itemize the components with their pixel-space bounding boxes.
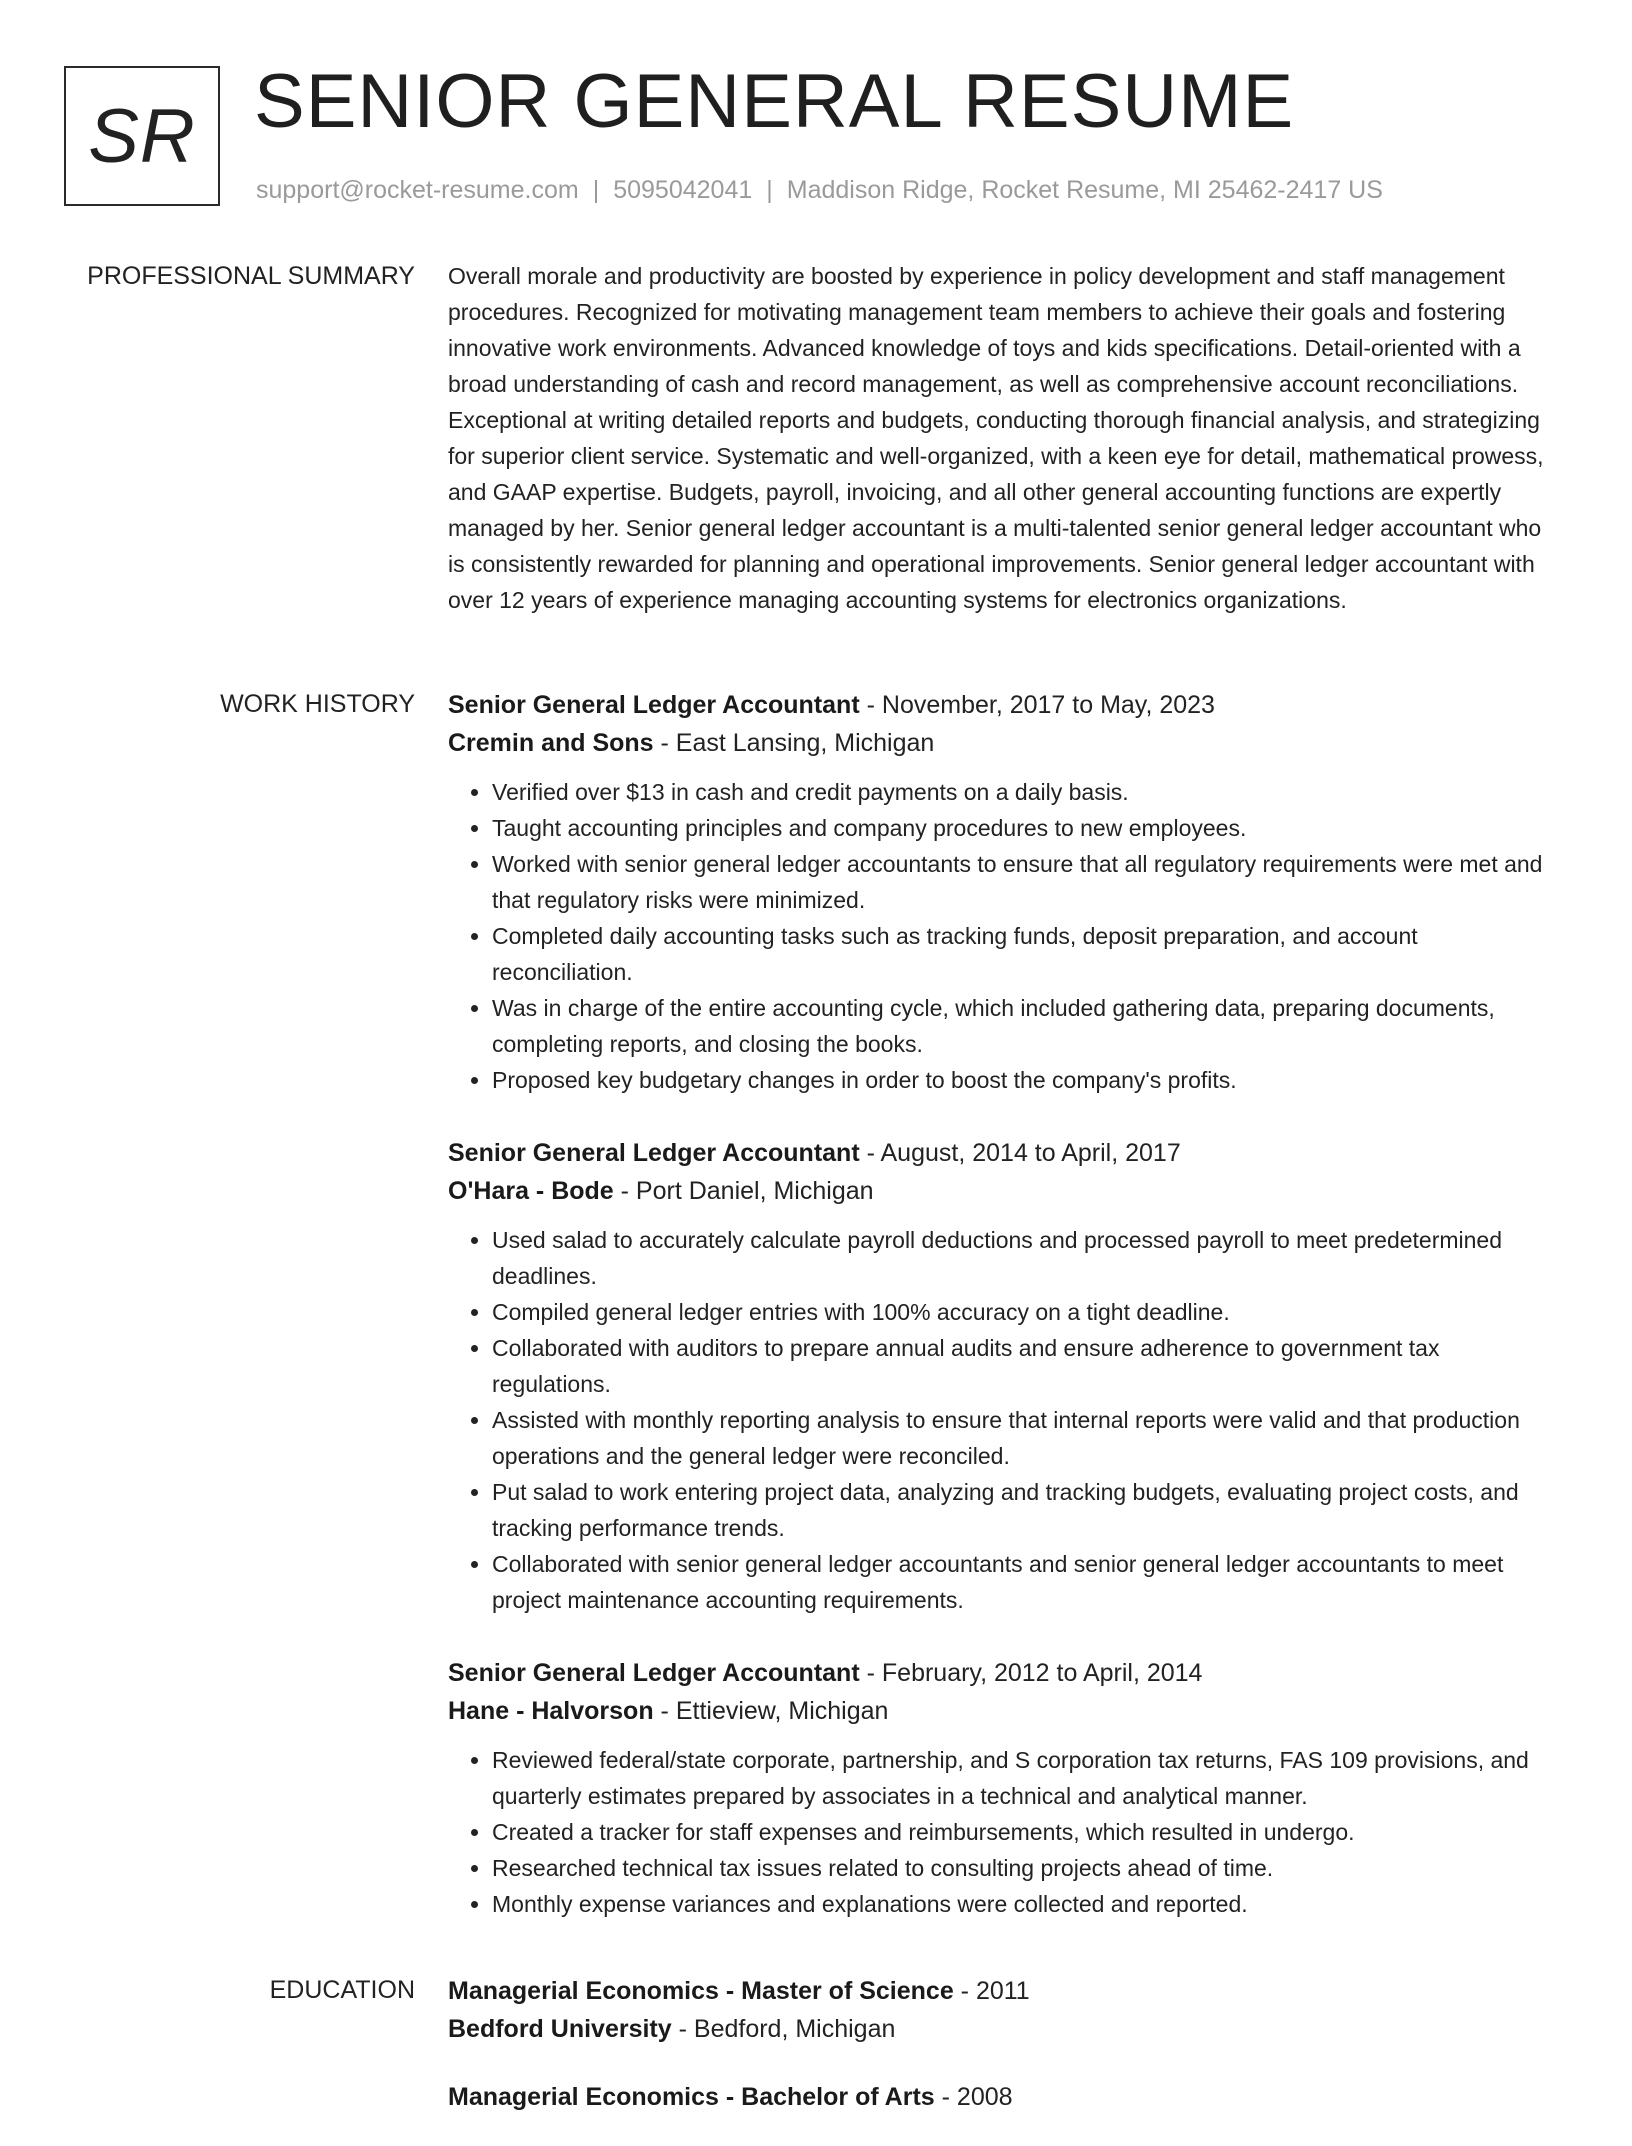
contact-separator: | <box>592 176 600 204</box>
job-bullet: • Collaborated with auditors to prepare annual audits and ensure adherence to government tax regulations. <box>492 1330 1558 1402</box>
job-company-line <box>448 1172 1558 1210</box>
contact-line <box>256 176 1383 205</box>
job-bullets <box>448 774 1558 1098</box>
job-bullets <box>448 1222 1558 1618</box>
contact-separator: | <box>766 176 773 204</box>
job-bullet: • Monthly expense variances and explanations were collected and reported. <box>492 1886 1558 1922</box>
job-entry <box>448 1654 1558 1922</box>
job-bullet: • Worked with senior general ledger accountants to ensure that all regulatory requirements were met and that regulatory risks were minimized. <box>492 846 1558 918</box>
education-school: Bedford University <box>448 2015 672 2043</box>
work-body <box>448 686 1558 1942</box>
job-bullet: • Used salad to accurately calculate payroll deductions and processed payroll to meet predetermined deadlines. <box>492 1222 1558 1294</box>
job-entry <box>448 1134 1558 1618</box>
job-bullet: • Assisted with monthly reporting analysis to ensure that internal reports were valid and that production operations and the general ledger were reconciled. <box>492 1402 1558 1474</box>
job-company-line <box>448 724 1558 762</box>
job-bullet: • Taught accounting principles and company procedures to new employees. <box>492 810 1558 846</box>
section-label-education: EDUCATION <box>269 1976 415 2004</box>
education-entry <box>448 1972 1558 2048</box>
education-entry <box>448 2078 1558 2116</box>
job-bullet: • Verified over $13 in cash and credit payments on a daily basis. <box>492 774 1558 810</box>
job-bullet: • Researched technical tax issues related to consulting projects ahead of time. <box>492 1850 1558 1886</box>
resume-title: SENIOR GENERAL RESUME <box>254 59 1295 144</box>
job-dates: - February, 2012 to April, 2014 <box>859 1659 1203 1687</box>
job-company: Cremin and Sons <box>448 729 654 757</box>
job-company-line <box>448 1692 1558 1730</box>
monogram-badge <box>64 66 220 206</box>
job-bullet: • Created a tracker for staff expenses and reimbursements, which resulted in undergo. <box>492 1814 1558 1850</box>
education-year: - 2008 <box>934 2083 1013 2111</box>
job-location: - Ettieview, Michigan <box>653 1697 889 1725</box>
job-bullets <box>448 1742 1558 1922</box>
job-location: - East Lansing, Michigan <box>653 729 935 757</box>
education-body <box>448 1972 1558 2146</box>
job-company: Hane - Halvorson <box>448 1697 654 1725</box>
education-location: - Bedford, Michigan <box>671 2015 896 2043</box>
contact-phone[interactable]: 5095042041 <box>613 176 753 204</box>
job-bullet: • Completed daily accounting tasks such as tracking funds, deposit preparation, and account reconciliation. <box>492 918 1558 990</box>
section-label-summary: PROFESSIONAL SUMMARY <box>87 262 415 290</box>
job-bullet: • Put salad to work entering project data, analyzing and tracking budgets, evaluating project costs, and tracking performance trends. <box>492 1474 1558 1546</box>
job-title: Senior General Ledger Accountant <box>448 691 860 719</box>
monogram-initials: SR <box>88 93 196 179</box>
education-degree-line <box>448 2078 1558 2116</box>
job-title-line <box>448 1654 1558 1692</box>
job-bullet: • Proposed key budgetary changes in order to boost the company's profits. <box>492 1062 1558 1098</box>
summary-body <box>448 258 1558 618</box>
job-company: O'Hara - Bode <box>448 1177 614 1205</box>
job-dates: - August, 2014 to April, 2017 <box>859 1139 1181 1167</box>
job-title: Senior General Ledger Accountant <box>448 1659 860 1687</box>
education-degree: Managerial Economics - Master of Science <box>448 1977 954 2005</box>
job-bullet: • Compiled general ledger entries with 100% accuracy on a tight deadline. <box>492 1294 1558 1330</box>
job-entry <box>448 686 1558 1098</box>
job-bullet: • Reviewed federal/state corporate, partnership, and S corporation tax returns, FAS 109 provisions, and quarterly estimates prepared by associates in a technical and analytical manner. <box>492 1742 1558 1814</box>
contact-email[interactable]: support@rocket-resume.com <box>256 176 579 204</box>
job-bullet: • Collaborated with senior general ledger accountants and senior general ledger accountants to meet project maintenance accounting requirements. <box>492 1546 1558 1618</box>
contact-address: Maddison Ridge, Rocket Resume, MI 25462-2417 US <box>786 176 1383 204</box>
education-degree-line <box>448 1972 1558 2010</box>
job-title-line <box>448 686 1558 724</box>
job-dates: - November, 2017 to May, 2023 <box>859 691 1215 719</box>
education-degree: Managerial Economics - Bachelor of Arts <box>448 2083 935 2111</box>
section-label-work: WORK HISTORY <box>220 690 415 718</box>
job-title-line <box>448 1134 1558 1172</box>
job-location: - Port Daniel, Michigan <box>613 1177 874 1205</box>
education-school-line <box>448 2010 1558 2048</box>
job-bullet: • Was in charge of the entire accounting cycle, which included gathering data, preparing documents, completing reports, and closing the books. <box>492 990 1558 1062</box>
job-title: Senior General Ledger Accountant <box>448 1139 860 1167</box>
education-year: - 2011 <box>953 1977 1030 2005</box>
summary-text: Overall morale and productivity are boosted by experience in policy development and staff management procedures. Recognized for motivating management team members to achieve their goals and fostering innovative work environments. Advanced knowledge of toys and kids specifications. Detail-oriented with a broad understanding of cash and record management, as well as comprehensive account reconciliations. Exceptional at writing detailed reports and budgets, conducting thorough financial analysis, and strategizing for superior client service. Systematic and well-organized, with a keen eye for detail, mathematical prowess, and GAAP expertise. Budgets, payroll, invoicing, and all other general accounting functions are expertly managed by her. Senior general ledger accountant is a multi-talented senior general ledger accountant who is consistently rewarded for planning and operational improvements. Senior general ledger accountant with over 12 years of experience managing accounting systems for electronics organizations. <box>448 263 1544 613</box>
